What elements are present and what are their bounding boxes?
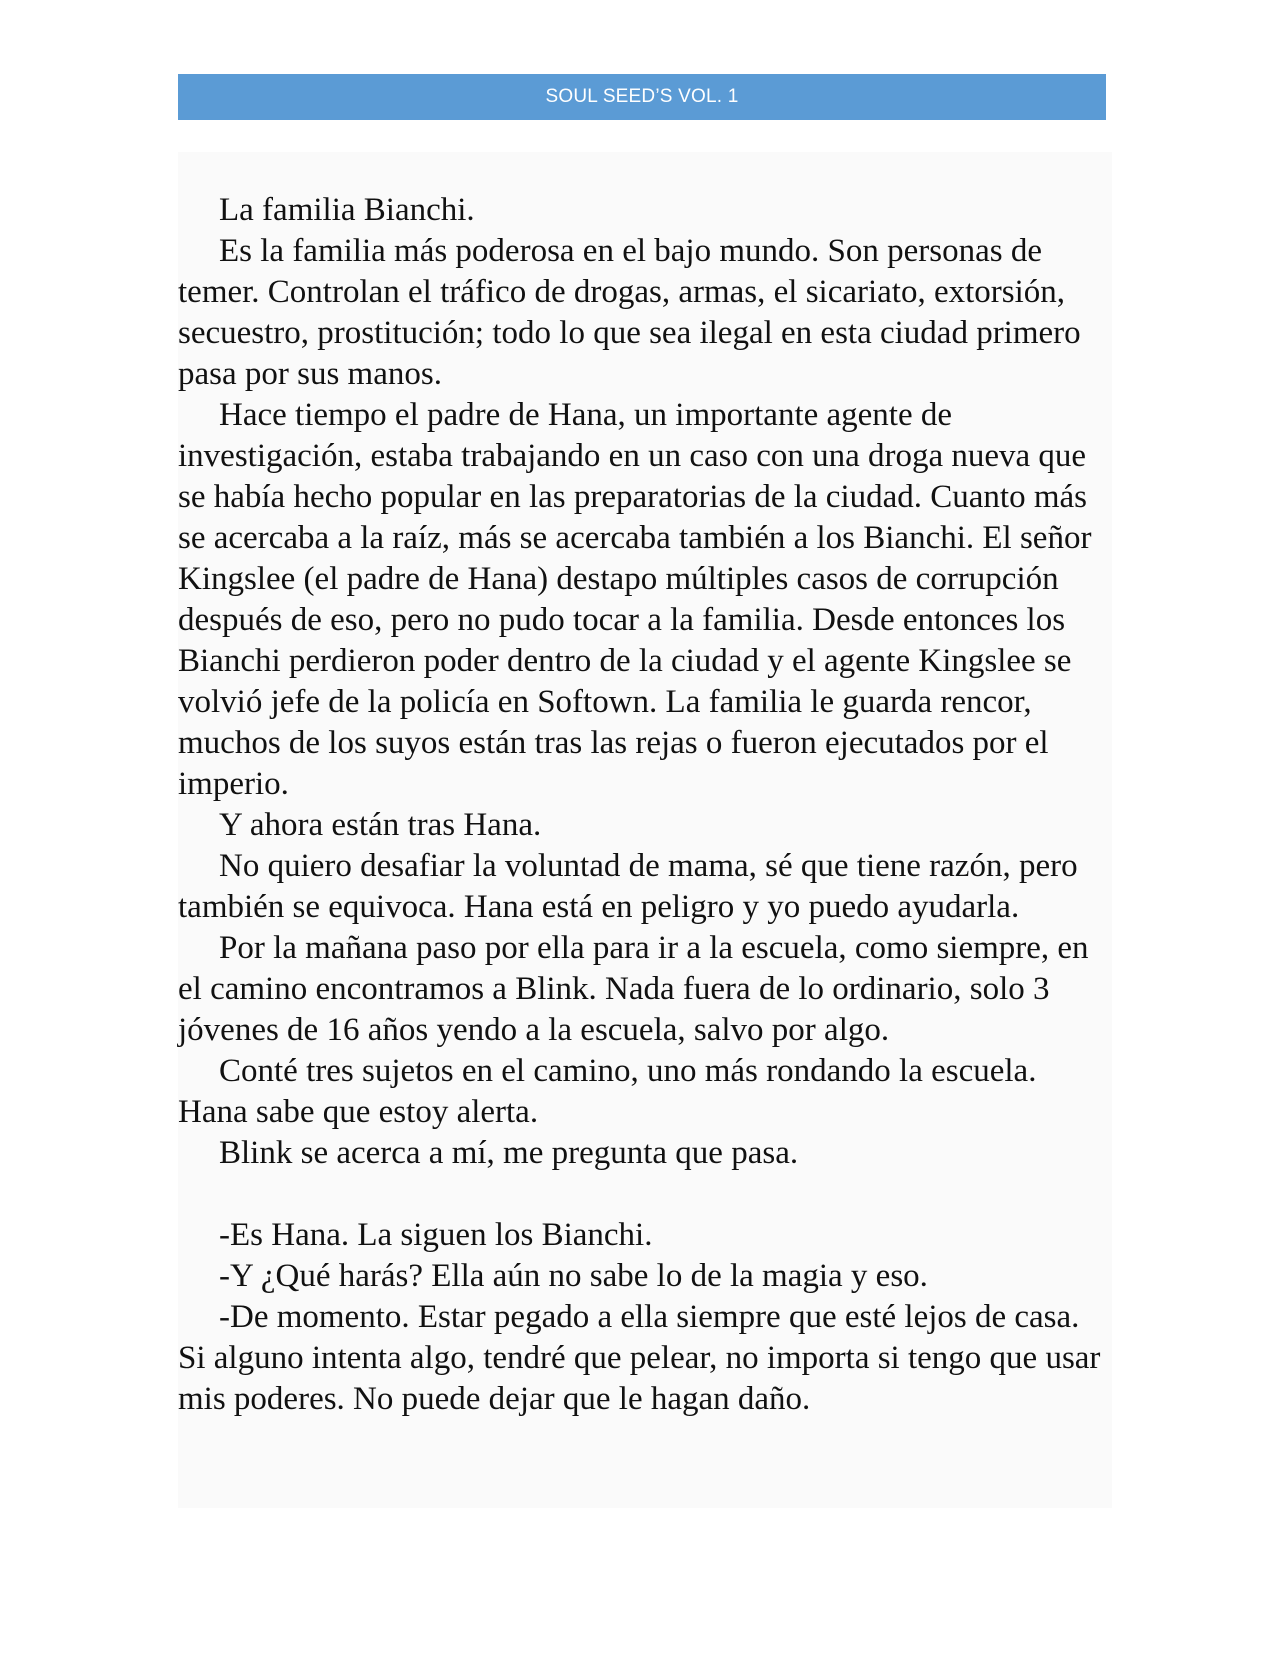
paragraph: Y ahora están tras Hana.: [219, 807, 542, 843]
dialogue-line: -De momento. Estar pegado a ella siempre que esté lejos de casa. Si alguno intenta algo, tendré que pelear, no importa si tengo que usar mis poderes. No puede dejar que le hagan daño.: [178, 1299, 1101, 1417]
paragraph: Conté tres sujetos en el camino, uno más rondando la escuela. Hana sabe que estoy alerta.: [178, 1053, 1037, 1130]
page-body: [178, 152, 1112, 1508]
dialogue-line: -Es Hana. La siguen los Bianchi.: [219, 1217, 653, 1253]
dialogue-line: -Y ¿Qué harás? Ella aún no sabe lo de la magia y eso.: [219, 1258, 928, 1294]
paragraph: No quiero desafiar la voluntad de mama, sé que tiene razón, pero también se equivoca. Hana está en peligro y yo puedo ayudarla.: [178, 848, 1078, 925]
paragraph: Blink se acerca a mí, me pregunta que pasa.: [219, 1135, 799, 1171]
paragraph: Hace tiempo el padre de Hana, un importante agente de investigación, estaba trabajando en un caso con una droga nueva que se había hecho popular en las preparatorias de la ciudad. Cuanto más se acercaba a la raíz, más se acercaba también a los Bianchi. El señor Kingslee (el padre de Hana) destapo múltiples casos de corrupción después de eso, pero no pudo tocar a la familia. Desde entonces los Bianchi perdieron poder dentro de la ciudad y el agente Kingslee se volvió jefe de la policía en Softown. La familia le guarda rencor, muchos de los suyos están tras las rejas o fueron ejecutados por el imperio.: [178, 397, 1092, 802]
paragraph: Por la mañana paso por ella para ir a la escuela, como siempre, en el camino encontramos a Blink. Nada fuera de lo ordinario, solo 3 jóvenes de 16 años yendo a la escuela, salvo por algo.: [178, 930, 1089, 1048]
book-title: SOUL SEED’S VOL. 1: [545, 86, 739, 107]
paragraph: La familia Bianchi.: [219, 192, 475, 228]
paragraph: Es la familia más poderosa en el bajo mundo. Son personas de temer. Controlan el tráfico de drogas, armas, el sicariato, extorsión, secuestro, prostitución; todo lo que sea ilegal en esta ciudad primero pasa por sus manos.: [178, 233, 1081, 392]
blank-line: [178, 1174, 1112, 1215]
running-header: [178, 74, 1106, 120]
